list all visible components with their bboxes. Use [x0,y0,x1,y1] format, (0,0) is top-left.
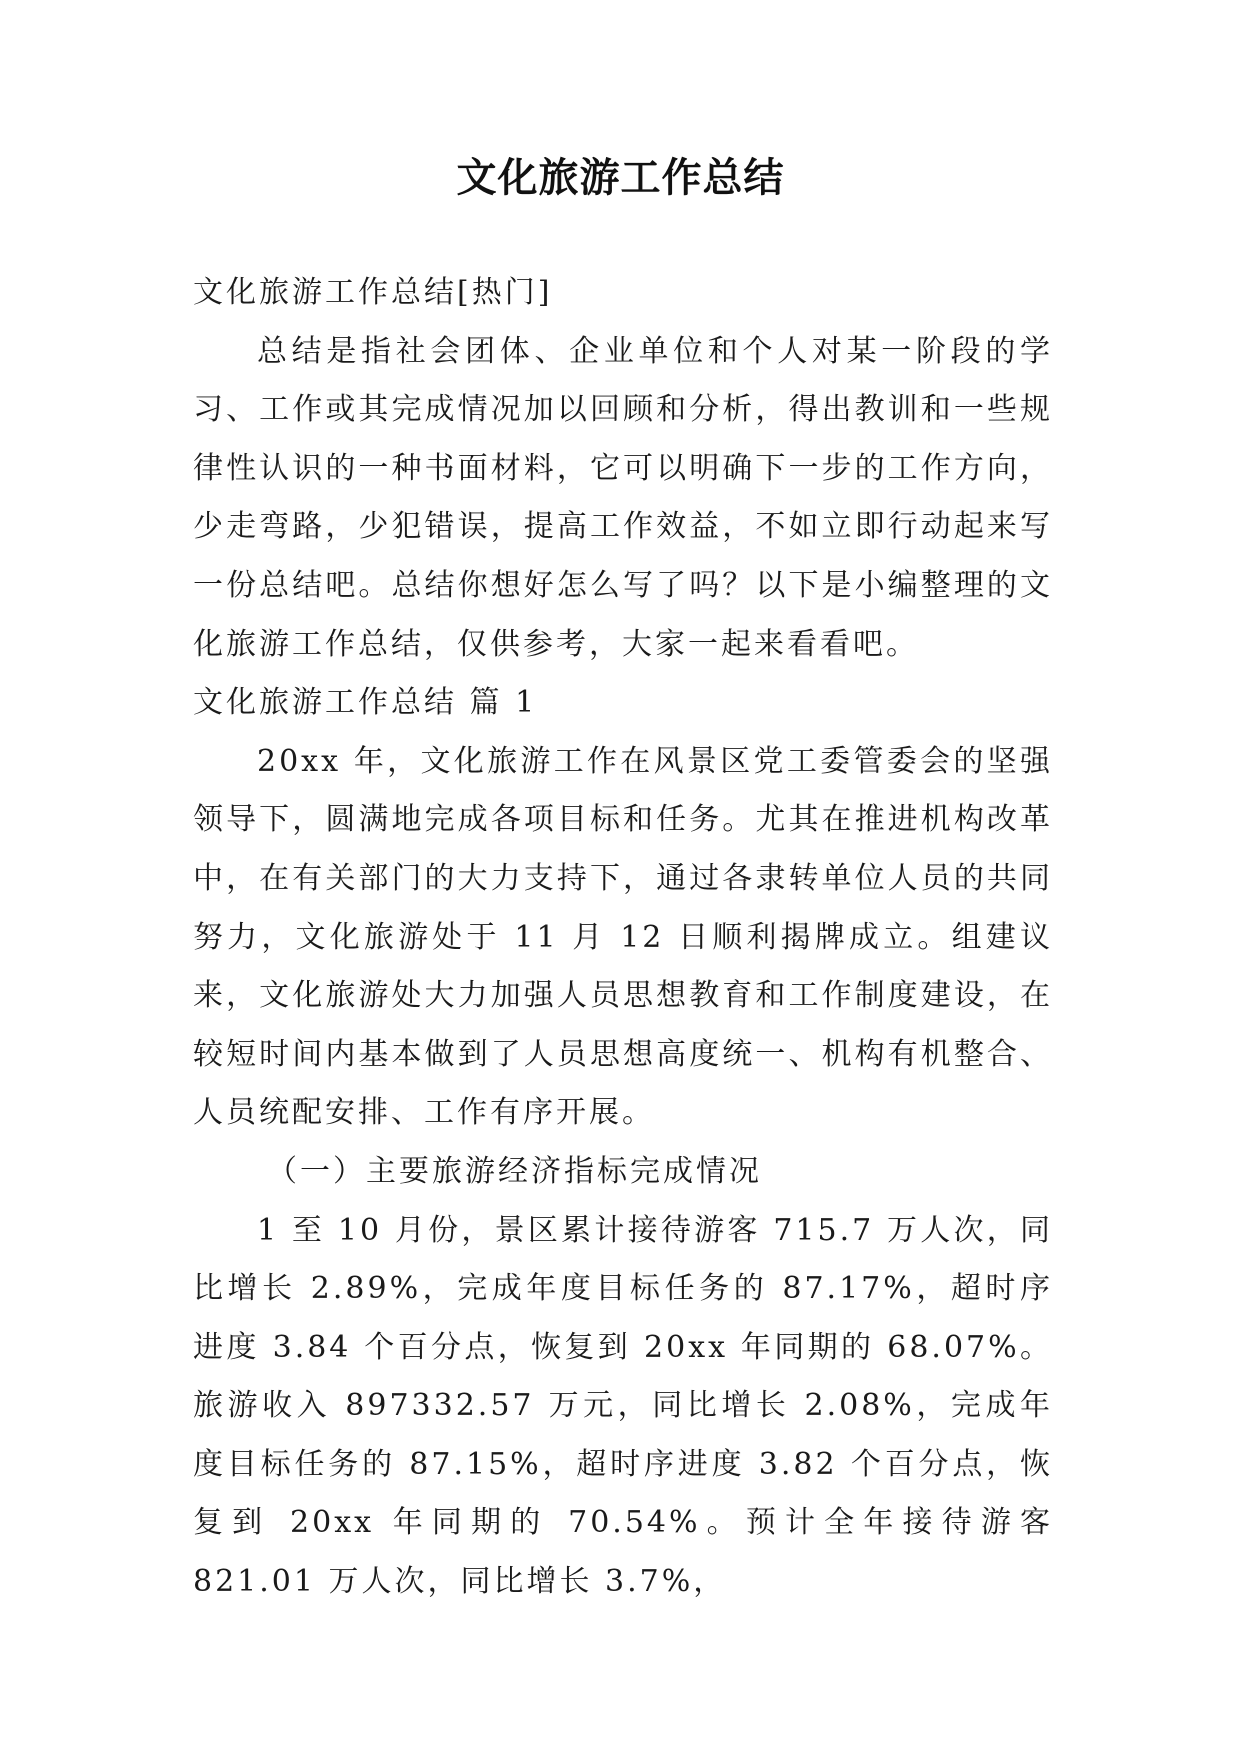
section-heading: 文化旅游工作总结 篇 1 [193,685,538,721]
document-title: 文化旅游工作总结 [456,155,785,201]
paragraph: 1 至 10 月份，景区累计接待游客 715.7 万人次，同比增长 2.89%，完成年度目标任务的 87.17%，超时序进度 3.84 个百分点，恢复到 20xx 年同期的 68.07%。旅游收入 897332.57 万元，同比增长 2.08%，完成年度目标任务的 87.15%，超时序进度 3.82 个百分点，恢复到 20xx 年同期的 70.54%。预计全年接待游客 821.01 万人次，同比增长 3.7%， [193,1212,1053,1600]
paragraph: 20xx 年，文化旅游工作在风景区党工委管委会的坚强领导下，圆满地完成各项目标和任务。尤其在推进机构改革中，在有关部门的大力支持下，通过各隶转单位人员的共同努力，文化旅游处于 11 月 12 日顺利揭牌成立。组建议来，文化旅游处大力加强人员思想教育和工作制度建设，在较短时间内基本做到了人员思想高度统一、机构有机整合、人员统配安排、工作有序开展。 [193,743,1053,1131]
subheading: （一）主要旅游经济指标完成情况 [267,1153,762,1189]
document-body [193,264,1053,1612]
document-subtitle: 文化旅游工作总结[热门] [193,275,553,310]
intro-paragraph: 总结是指社会团体、企业单位和个人对某一阶段的学习、工作或其完成情况加以回顾和分析，得出教训和一些规律性认识的一种书面材料，它可以明确下一步的工作方向，少走弯路，少犯错误，提高工作效益，不如立即行动起来写一份总结吧。总结你想好怎么写了吗？以下是小编整理的文化旅游工作总结，仅供参考，大家一起来看看吧。 [193,333,1053,662]
